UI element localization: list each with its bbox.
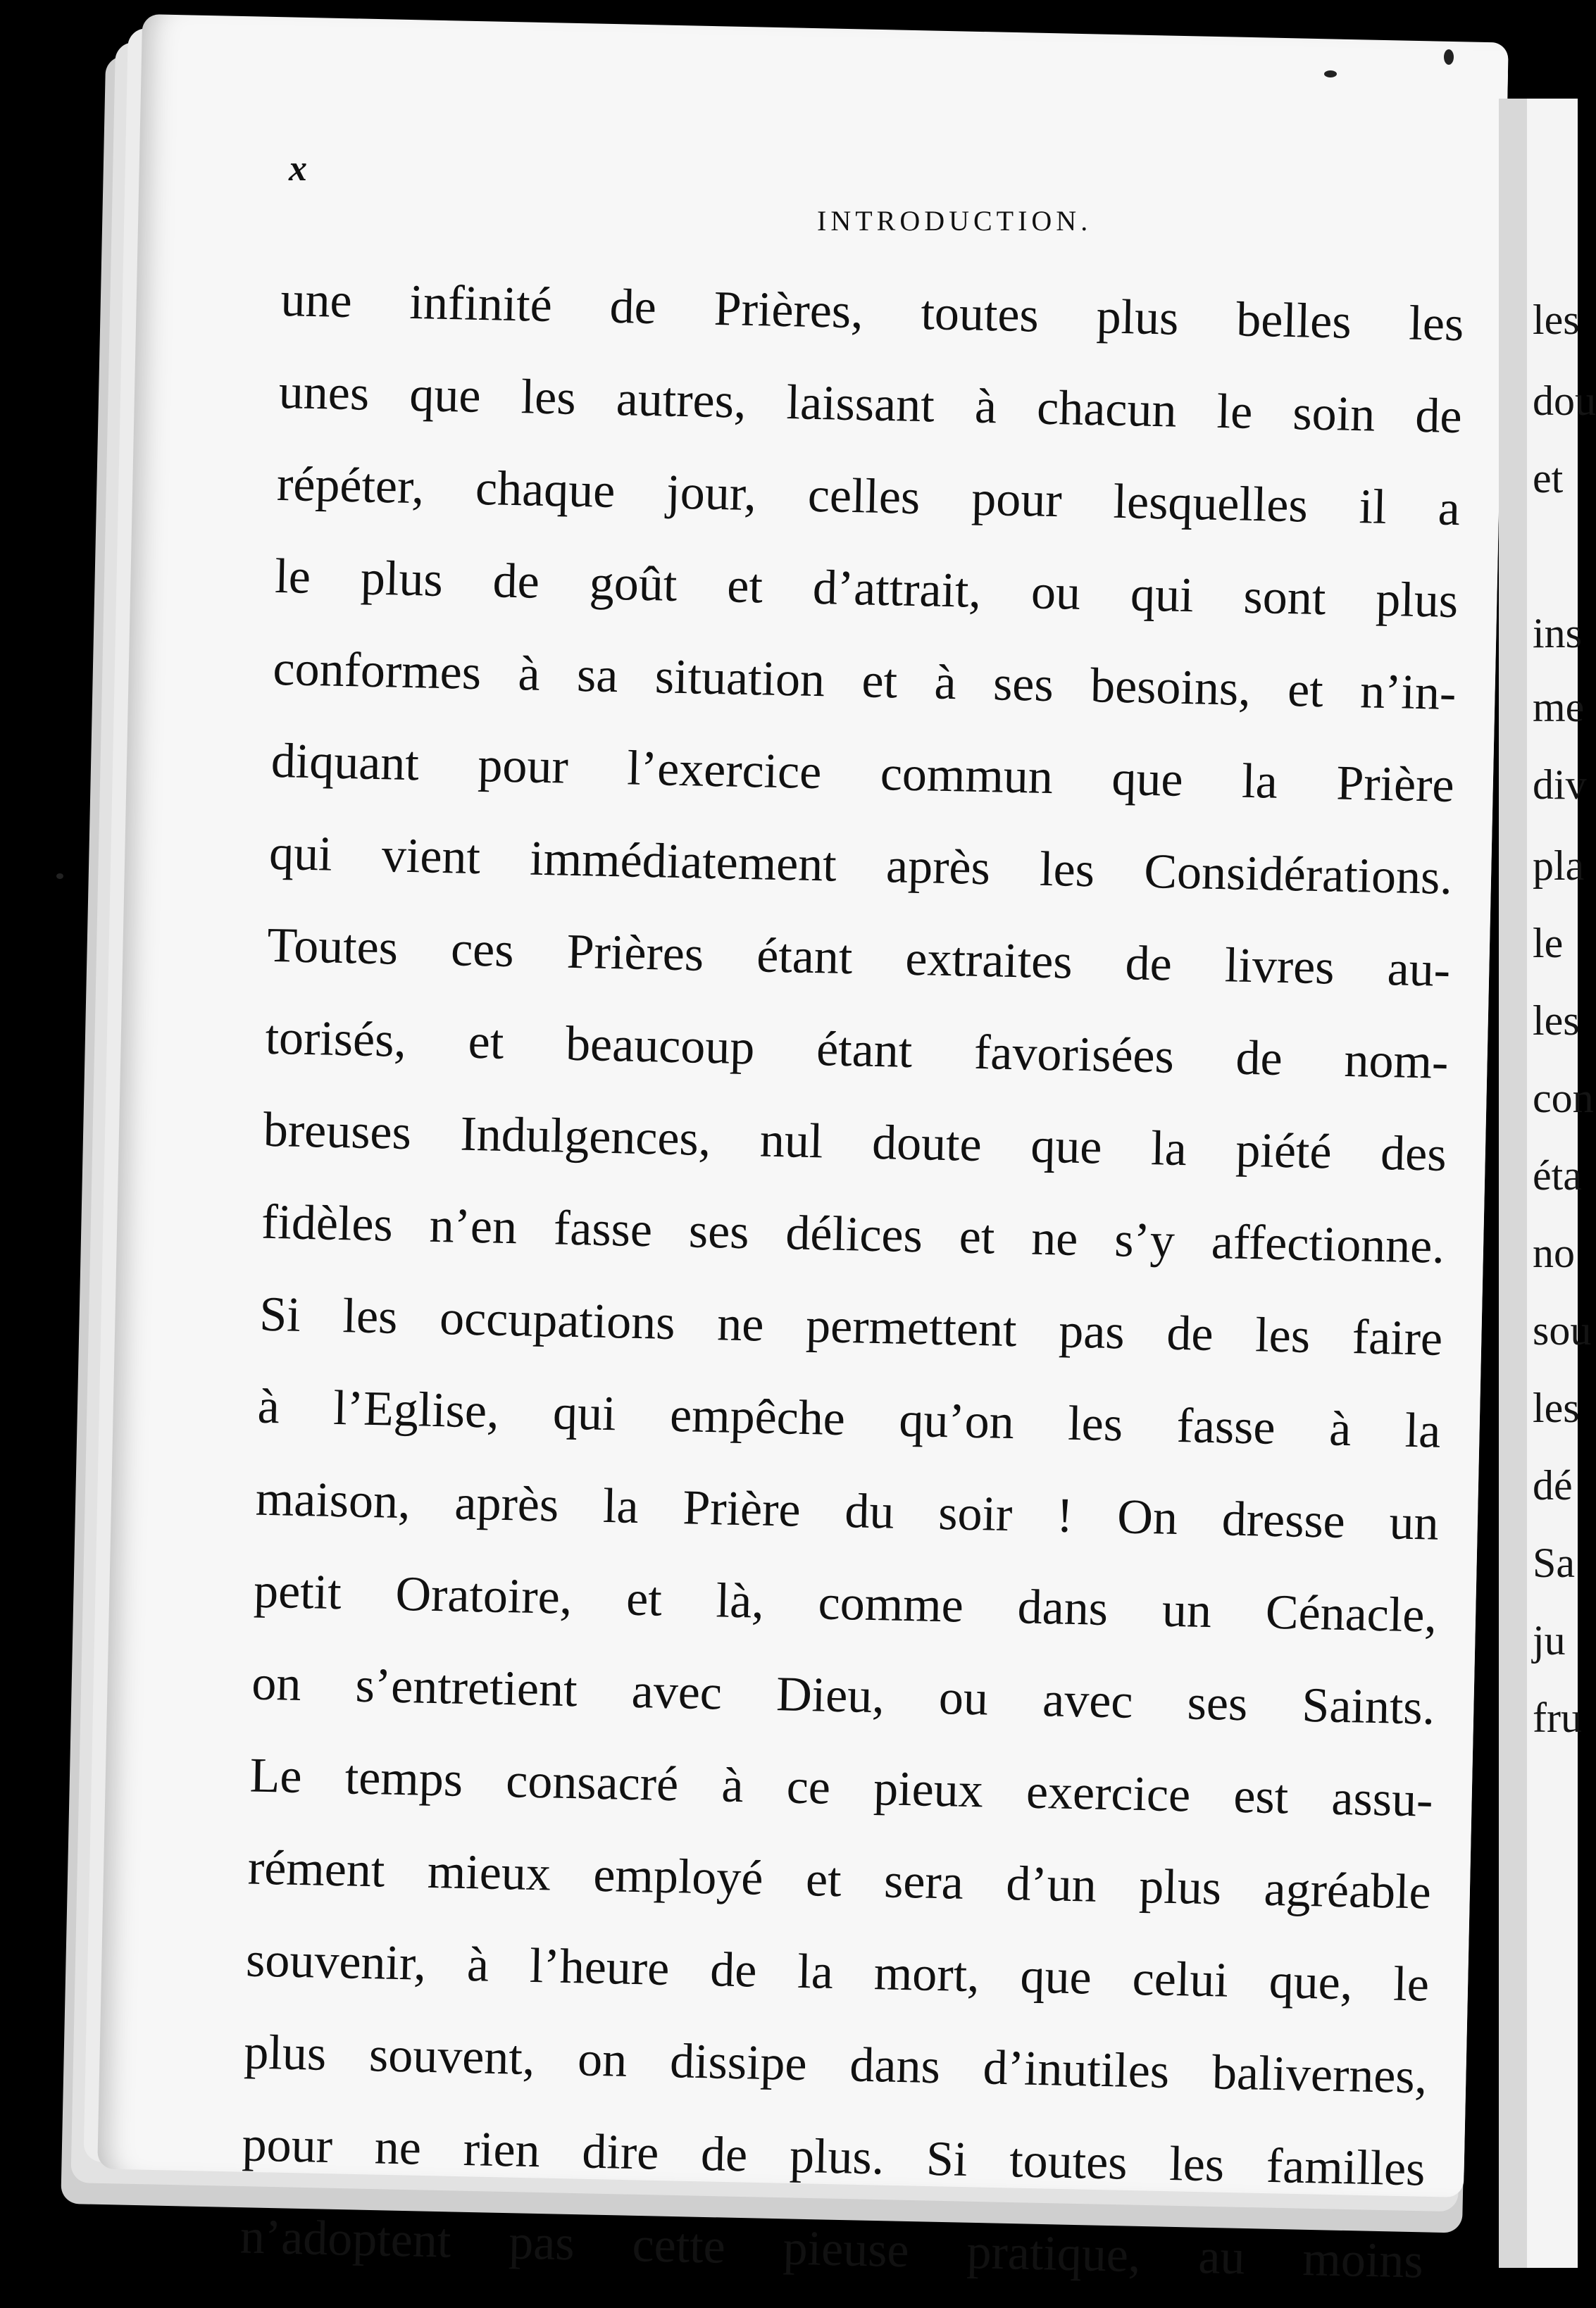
facing-page-fragment: no: [1533, 1230, 1575, 1276]
facing-page-fragment: et: [1533, 455, 1564, 501]
text-line: torisés, et beaucoup étant favorisées de nom-: [264, 1010, 1450, 1090]
facing-page-fragment: les: [1533, 997, 1580, 1044]
text-line: pour ne rien dire de plus. Si toutes les familles: [241, 2117, 1426, 2197]
text-line: breuses Indulgences, nul doute que la piété des: [263, 1102, 1447, 1182]
text-line: Toutes ces Prières étant extraites de livres au-: [266, 918, 1451, 997]
facing-page-fragment: fru: [1533, 1695, 1582, 1741]
text-line: qui vient immédiatement après les Considérations.: [268, 825, 1453, 905]
text-line: une infinité de Prières, toutes plus belles les: [280, 272, 1465, 352]
text-line: à l’Eglise, qui empêche qu’on les fasse à la: [256, 1379, 1442, 1459]
facing-page-fragment: éta: [1533, 1152, 1582, 1199]
scan-speck: [1444, 49, 1454, 65]
facing-page-fragment: div: [1533, 761, 1587, 808]
text-line: répéter, chaque jour, celles pour lesquelles il a: [276, 456, 1461, 537]
facing-page-fragment: pla: [1533, 842, 1585, 889]
text-line: n’adoptent pas cette pieuse pratique, au moins: [239, 2209, 1424, 2289]
facing-page-fragment: ju: [1533, 1617, 1566, 1664]
facing-page-fragment: dou: [1533, 378, 1596, 424]
facing-page-fragment: dé: [1533, 1462, 1573, 1509]
text-line: unes que les autres, laissant à chacun le soin de: [278, 364, 1463, 444]
facing-page-fragment: me: [1533, 684, 1585, 730]
facing-page-fragment: con: [1533, 1075, 1594, 1121]
text-line: fidèles n’en fasse ses délices et ne s’y affectionne.: [261, 1194, 1445, 1274]
text-line: le plus de goût et d’attrait, ou qui sont plus: [274, 549, 1459, 629]
text-line: Le temps consacré à ce pieux exercice est assu-: [249, 1748, 1434, 1828]
facing-page-edge: [1499, 99, 1596, 2268]
text-line: maison, après la Prière du soir ! On dresse un: [255, 1471, 1440, 1551]
body-text: [239, 254, 1465, 2308]
running-head: INTRODUCTION.: [817, 205, 1092, 237]
facing-page-fragment: les: [1533, 1385, 1580, 1431]
text-line: plus souvent, on dissipe dans d’inutiles balivernes,: [243, 2025, 1428, 2104]
facing-page-fragment: ins: [1533, 610, 1583, 656]
scan-speck: [56, 873, 63, 879]
text-line: Si les occupations ne permettent pas de les faire: [258, 1287, 1443, 1366]
text-line: petit Oratoire, et là, comme dans un Cénacle,: [253, 1564, 1438, 1643]
text-line: diquant pour l’exercice commun que la Prière: [270, 733, 1455, 813]
text-line: on s’entretient avec Dieu, ou avec ses Saints.: [251, 1656, 1435, 1735]
text-line: rément mieux employé et sera d’un plus agréable: [247, 1840, 1432, 1920]
scan-speck: [1324, 70, 1337, 77]
facing-page-fragment: le: [1533, 920, 1564, 966]
facing-page-fragment: les: [1533, 297, 1580, 343]
facing-page-fragment: sou: [1533, 1307, 1592, 1354]
facing-page-fragment: Sa: [1533, 1540, 1575, 1586]
text-line: conformes à sa situation et à ses besoins, et n’in-: [272, 641, 1457, 721]
text-line: souvenir, à l’heure de la mort, que celui que, le: [245, 1933, 1430, 2012]
page-number: x: [289, 149, 307, 189]
